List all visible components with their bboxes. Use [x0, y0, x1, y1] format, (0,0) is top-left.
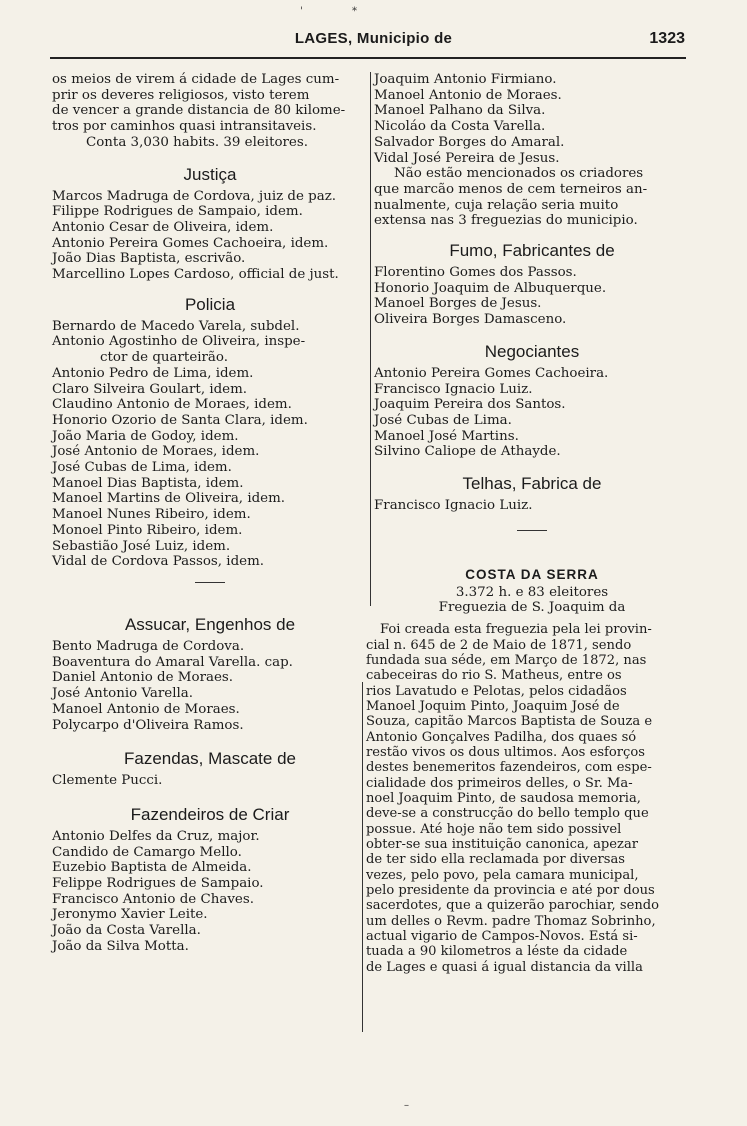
text-line: Souza, capitão Marcos Baptista de Souza e	[366, 714, 653, 730]
left-column	[52, 72, 368, 955]
list-item: João da Costa Varella.	[52, 923, 201, 939]
text-line: que marcão menos de cem terneiros an-	[374, 181, 648, 197]
list-item: Jeronymo Xavier Leite.	[52, 907, 208, 923]
list-item: Honorio Ozorio de Santa Clara, idem.	[52, 412, 308, 428]
text-line: de vencer a grande distancia de 80 kilome-	[52, 103, 346, 119]
text-line: possue. Até hoje não tem sido possivel	[366, 821, 622, 837]
list-item: Manoel Nunes Ribeiro, idem.	[52, 507, 251, 523]
justica-list	[52, 189, 368, 283]
list-item: Honorio Joaquim de Albuquerque.	[374, 280, 607, 296]
section-separator	[195, 582, 225, 583]
list-item: Manoel Palhano da Silva.	[374, 103, 546, 119]
text-line: nualmente, cuja relação seria muito	[374, 197, 619, 213]
history-paragraph	[366, 622, 684, 975]
print-mark: *	[352, 6, 357, 17]
negociantes-list	[374, 366, 690, 460]
text-line: de ter sido ella reclamada por diversas	[366, 852, 625, 868]
list-item: Manoel Antonio de Moraes.	[374, 87, 562, 103]
list-item: Francisco Antonio de Chaves.	[52, 891, 254, 907]
text-line: Foi creada esta freguezia pela lei provin-	[380, 622, 652, 638]
list-item: Antonio Cesar de Oliveira, idem.	[52, 219, 274, 235]
list-item: Clemente Pucci.	[52, 773, 163, 789]
page-header	[0, 30, 747, 54]
text-line: restão vivos os dous ultimos. Aos esforços	[366, 744, 645, 760]
list-item: Felippe Rodrigues de Sampaio.	[52, 876, 264, 892]
list-item: João Maria de Godoy, idem.	[52, 428, 239, 444]
intro-paragraph	[52, 72, 368, 151]
note-paragraph	[374, 166, 690, 229]
criadores-list	[374, 72, 690, 166]
list-item: Bernardo de Macedo Varela, subdel.	[52, 318, 300, 334]
text-line: noel Joaquim Pinto, de saudosa memoria,	[366, 790, 641, 806]
text-line: Antonio Gonçalves Padilha, dos quaes só	[366, 729, 637, 745]
list-item: Antonio Delfes da Cruz, major.	[52, 828, 260, 844]
list-item: Antonio Pereira Gomes Cachoeira.	[374, 365, 609, 381]
fumo-list	[374, 265, 690, 328]
list-item: Florentino Gomes dos Passos.	[374, 265, 577, 281]
list-item: Marcos Madruga de Cordova, juiz de paz.	[52, 188, 337, 204]
text-line: de Lages e quasi á igual distancia da villa	[366, 959, 643, 975]
list-item: Vidal de Cordova Passos, idem.	[52, 554, 265, 570]
list-item: Salvador Borges do Amaral.	[374, 134, 565, 150]
freguezia-title: Freguezia de S. Joaquim da	[438, 600, 626, 616]
text-line: um delles o Revm. padre Thomaz Sobrinho,	[366, 913, 656, 929]
list-item: Manoel Dias Baptista, idem.	[52, 475, 244, 491]
list-item: Manoel Borges de Jesus.	[374, 296, 542, 312]
section-heading-policia: Policia	[184, 294, 236, 314]
text-line: destes benemeritos fazendeiros, com espe-	[366, 760, 652, 776]
list-item: Antonio Pereira Gomes Cachoeira, idem.	[52, 235, 329, 251]
header-rule	[50, 57, 686, 59]
section-heading-fazendeiros: Fazendeiros de Criar	[130, 804, 290, 824]
list-item: José Antonio de Moraes, idem.	[52, 444, 260, 460]
text-line: rios Lavatudo e Pelotas, pelos cidadãos	[366, 683, 627, 699]
text-line: cabeceiras do rio S. Matheus, entre os	[366, 668, 622, 684]
telhas-list	[374, 498, 690, 514]
section-heading-fumo: Fumo, Fabricantes de	[449, 241, 615, 261]
list-item: Silvino Caliope de Athayde.	[374, 444, 561, 460]
print-mark: '	[300, 6, 303, 17]
text-line: extensa nas 3 freguezias do municipio.	[374, 213, 638, 229]
list-item: Oliveira Borges Damasceno.	[374, 312, 567, 328]
list-item: Manoel Martins de Oliveira, idem.	[52, 491, 286, 507]
section-separator	[517, 530, 547, 531]
text-line: tros por caminhos quasi intransitaveis.	[52, 119, 317, 135]
text-line: tuada a 90 kilometros a léste da cidade	[366, 944, 628, 960]
fazendas-list	[52, 773, 368, 789]
list-item: Nicoláo da Costa Varella.	[374, 119, 546, 135]
text-line: Conta 3,030 habits. 39 eleitores.	[86, 134, 308, 150]
section-heading-negociantes: Negociantes	[484, 341, 580, 361]
text-line: actual vigario de Campos-Novos. Está si-	[366, 929, 638, 945]
list-item: Vidal José Pereira de Jesus.	[374, 150, 560, 166]
text-line: deve-se a construcção do bello templo que	[366, 806, 649, 822]
section-heading-assucar: Assucar, Engenhos de	[124, 614, 296, 634]
page-number: 1323	[649, 30, 685, 47]
list-item: Polycarpo d'Oliveira Ramos.	[52, 717, 244, 733]
list-item: Bento Madruga de Cordova.	[52, 638, 245, 654]
text-line: pelo presidente da provincia e até por dous	[366, 883, 655, 899]
text-line: vezes, pelo povo, pela camara municipal,	[366, 867, 639, 883]
column-divider	[370, 72, 371, 606]
right-column	[366, 72, 690, 975]
section-heading-fazendas: Fazendas, Mascate de	[124, 749, 296, 769]
running-title: LAGES, Municipio de	[294, 30, 453, 47]
policia-list	[52, 319, 368, 570]
list-item: Francisco Ignacio Luiz.	[374, 381, 533, 397]
list-item: José Cubas de Lima.	[374, 412, 512, 428]
list-item: Joaquim Antonio Firmiano.	[374, 72, 557, 87]
list-item: Boaventura do Amaral Varella. cap.	[52, 654, 293, 670]
list-item: Joaquim Pereira dos Santos.	[374, 397, 566, 413]
list-item: Francisco Ignacio Luiz.	[374, 498, 533, 514]
list-item: Claudino Antonio de Moraes, idem.	[52, 397, 292, 413]
list-item: Antonio Agostinho de Oliveira, inspe-	[52, 334, 306, 350]
text-line: sacerdotes, que a quizerão parochiar, sendo	[366, 898, 660, 914]
text-line: Não estão mencionados os criadores	[394, 166, 644, 182]
text-line: os meios de virem á cidade de Lages cum-	[52, 72, 340, 87]
print-mark: –	[404, 1100, 409, 1111]
list-item: Filippe Rodrigues de Sampaio, idem.	[52, 204, 303, 220]
list-item: Candido de Camargo Mello.	[52, 844, 242, 860]
list-item: José Cubas de Lima, idem.	[52, 460, 232, 476]
list-item: João da Silva Motta.	[52, 938, 189, 954]
text-line: fundada sua séde, em Março de 1872, nas	[366, 652, 647, 668]
list-item: João Dias Baptista, escrivão.	[52, 251, 246, 267]
fazendeiros-list	[52, 829, 368, 955]
text-line: Manoel Joquim Pinto, Joaquim José de	[366, 698, 620, 714]
list-item: Manoel José Martins.	[374, 428, 519, 444]
subtitle: 3.372 h. e 83 eleitores	[455, 584, 609, 600]
list-item: Monoel Pinto Ribeiro, idem.	[52, 522, 243, 538]
section-heading-telhas: Telhas, Fabrica de	[462, 474, 602, 494]
list-item: Marcellino Lopes Cardoso, official de just.	[52, 267, 339, 283]
text-line: obter-se sua instituição canonica, apezar	[366, 836, 639, 852]
list-item: Sebastião José Luiz, idem.	[52, 538, 231, 554]
list-item: Antonio Pedro de Lima, idem.	[52, 365, 254, 381]
assucar-list	[52, 639, 368, 733]
list-item: Claro Silveira Goulart, idem.	[52, 381, 248, 397]
section-heading-costa-da-serra: COSTA DA SERRA	[465, 566, 599, 582]
list-item: Manoel Antonio de Moraes.	[52, 701, 240, 717]
list-item: Euzebio Baptista de Almeida.	[52, 860, 252, 876]
text-line: cialidade dos primeiros delles, o Sr. Ma-	[366, 775, 633, 791]
section-heading-justica: Justiça	[183, 164, 237, 184]
text-line: prir os deveres religiosos, visto terem	[52, 87, 310, 103]
list-item: José Antonio Varella.	[52, 686, 193, 702]
list-item: Daniel Antonio de Moraes.	[52, 670, 234, 686]
list-item: ctor de quarteirão.	[100, 350, 228, 366]
text-line: cial n. 645 de 2 de Maio de 1871, sendo	[366, 637, 632, 653]
